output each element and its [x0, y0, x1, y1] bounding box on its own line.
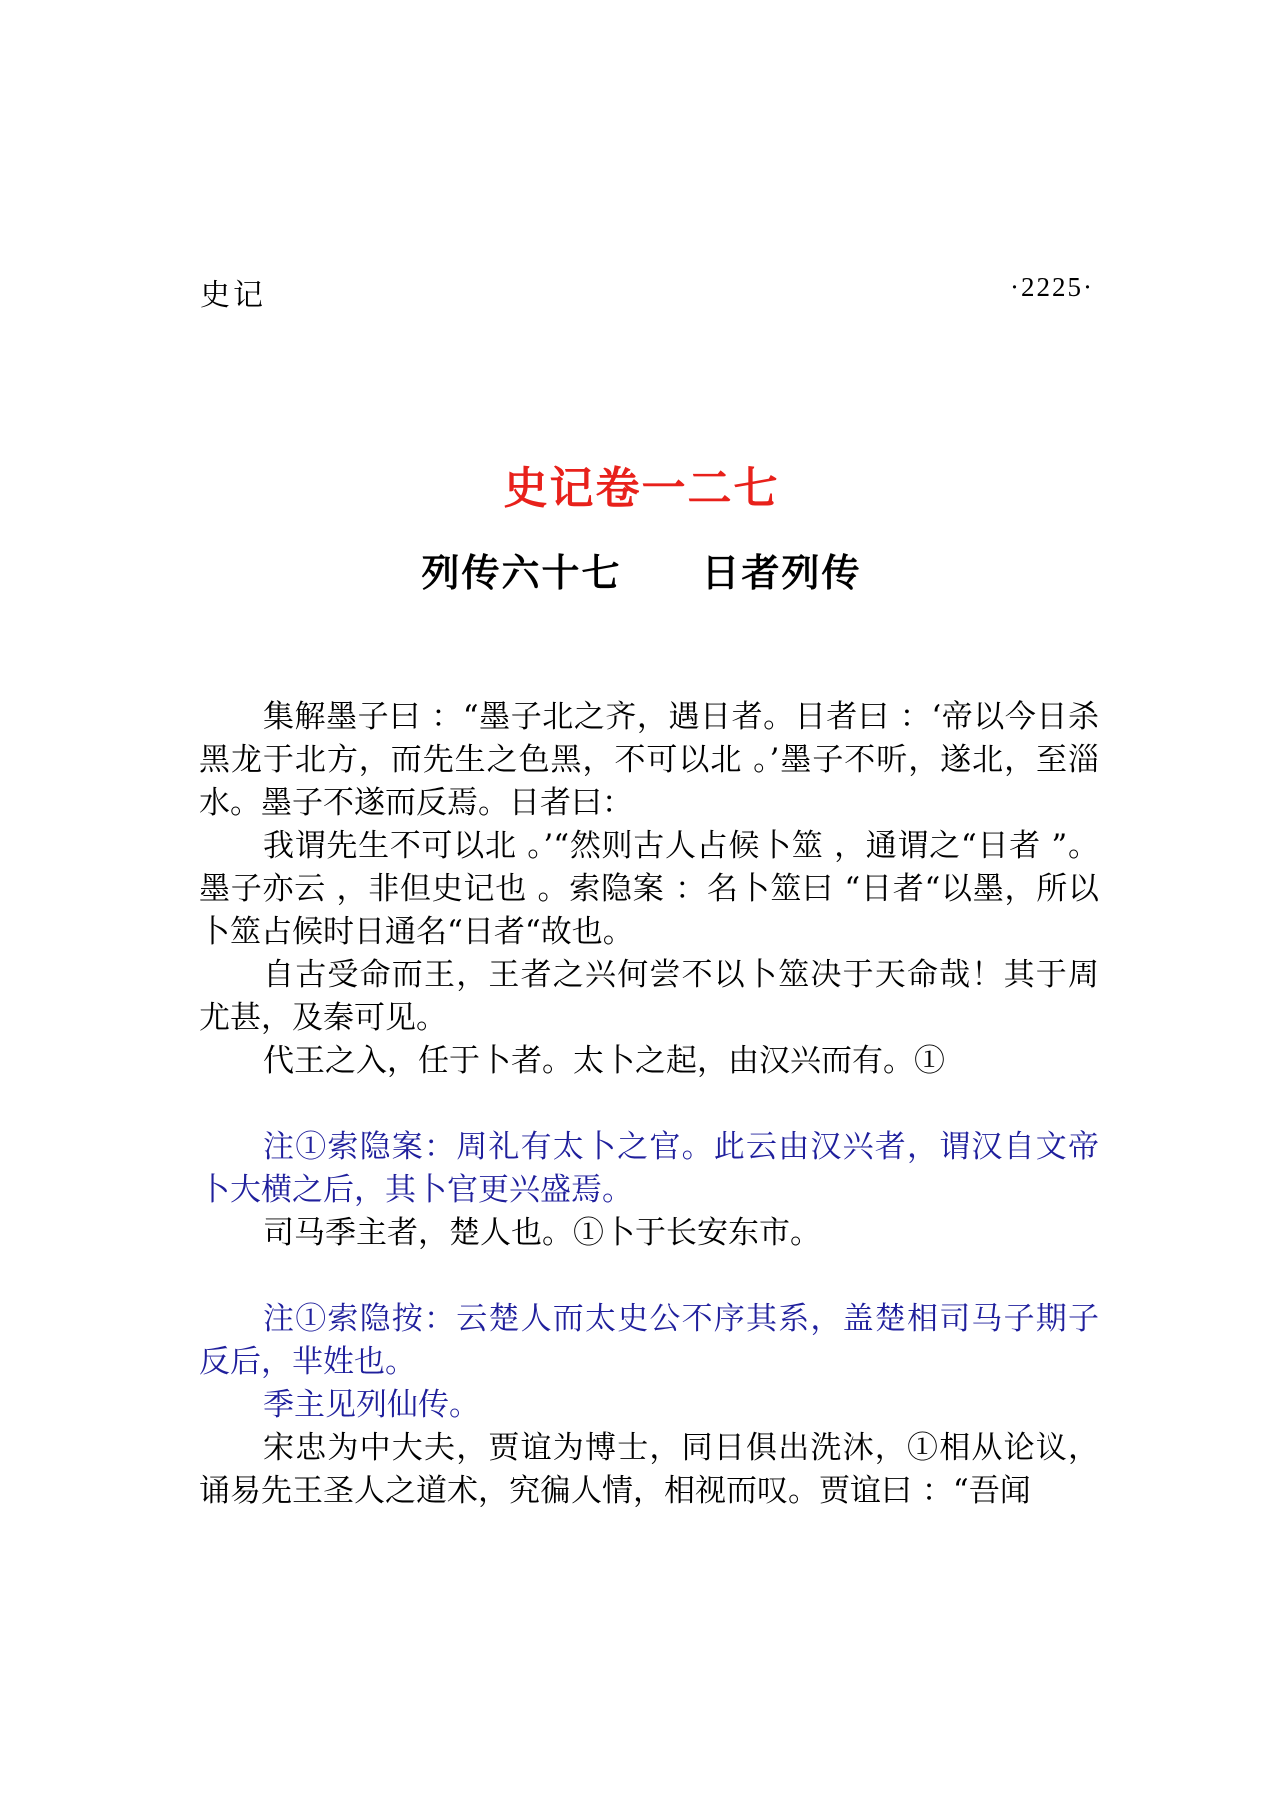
paragraph-main: 集解墨子曰 ：“墨子北之齐，遇日者。日者曰 ：‘帝以今日杀黑龙于北方，而先生之色黑，不可以北 。’墨子不听，遂北，至淄水。墨子不遂而反焉。日者曰： — [199, 699, 1099, 821]
paragraph-main: 宋忠为中大夫，贾谊为博士，同日俱出洗沐，①相从论议，诵易先王圣人之道术，究徧人情，相视而叹。贾谊曰 ：“吾闻 — [199, 1430, 1099, 1509]
paragraph-main: 司马季主者，楚人也。①卜于长安东市。 — [263, 1215, 821, 1251]
paragraph-note: 注①索隐案：周礼有太卜之官。此云由汉兴者，谓汉自文帝卜大横之后，其卜官更兴盛焉。 — [199, 1129, 1099, 1208]
paragraph-note: 季主见列仙传。 — [263, 1387, 480, 1423]
page-number: ·2225· — [1010, 272, 1094, 302]
paragraph-main: 代王之入，任于卜者。太卜之起，由汉兴而有。① — [263, 1043, 945, 1079]
running-header-book-title: 史记 — [200, 278, 266, 313]
juan-title: 史记卷一二七 — [503, 463, 780, 514]
chapter-title: 列传六十七 日者列传 — [421, 551, 862, 595]
paragraph-main: 我谓先生不可以北 。’“然则古人占候卜筮 ，通谓之“日者 ”。墨子亦云 ，非但史记也 。索隐案 ：名卜筮曰 “日者“以墨，所以卜筮占候时日通名“日者“故也。 — [199, 828, 1099, 950]
paragraph-note: 注①索隐按：云楚人而太史公不序其系，盖楚相司马子期子反后，芈姓也。 — [199, 1301, 1099, 1380]
paragraph-main: 自古受命而王，王者之兴何尝不以卜筮决于天命哉！其于周尤甚，及秦可见。 — [199, 957, 1099, 1036]
body-text — [199, 696, 1099, 1513]
